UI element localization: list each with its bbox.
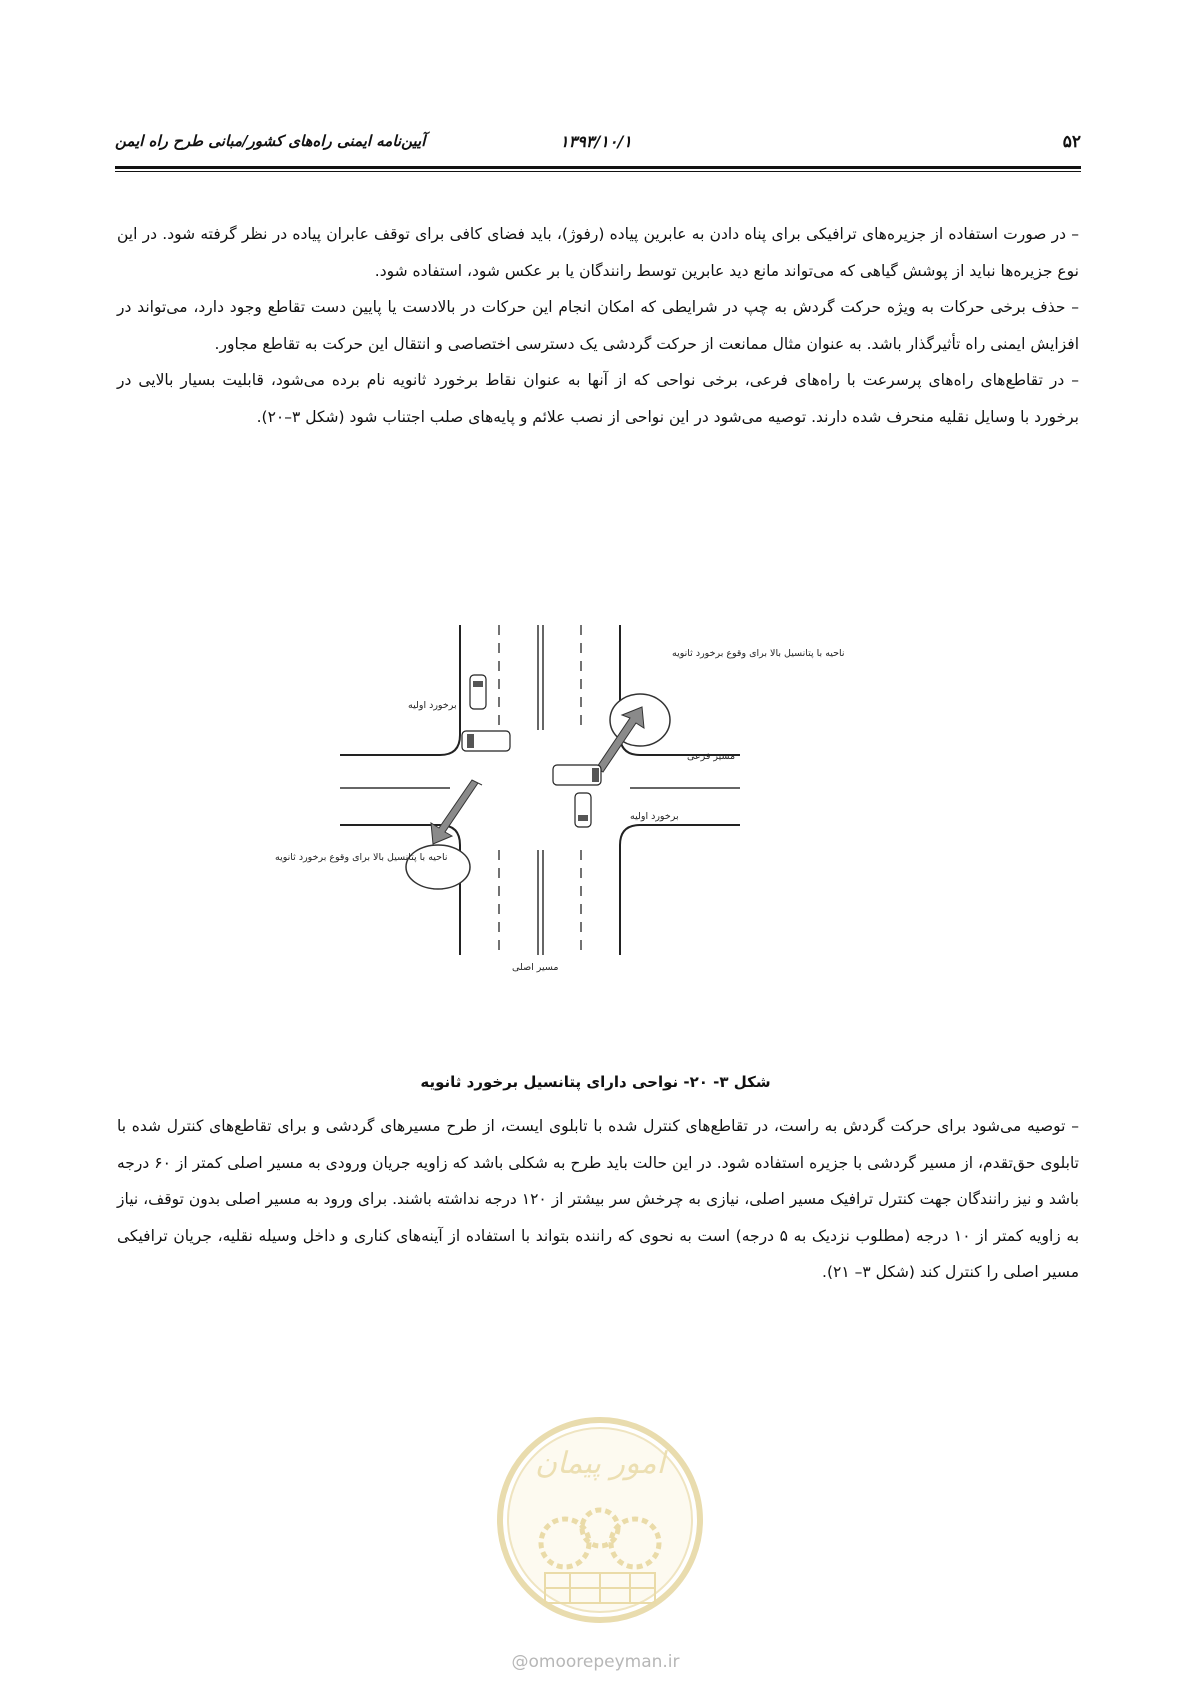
figure-caption: شکل ۳- ۲۰- نواحی دارای پتانسیل برخورد ثانویه — [420, 1073, 771, 1091]
header-title: آیین‌نامه ایمنی راه‌های کشور/مبانی طرح راه ایمن — [115, 132, 426, 150]
intersection-figure — [275, 625, 845, 1065]
seal-text: امور پیمان — [535, 1446, 665, 1481]
intersection-diagram — [300, 625, 820, 1065]
page-header — [115, 128, 1081, 162]
page-number: ۵۲ — [1062, 132, 1081, 152]
seal-graphic — [490, 1408, 710, 1648]
text-block-bottom — [117, 1108, 1079, 1291]
paragraph: – در صورت استفاده از جزیره‌های ترافیکی برای پناه دادن به عابرین پیاده (رفوژ)، باید فضای کافی برای توقف عابران پیاده در نظر گرفته شود. در این نوع جزیره‌ها نباید از پوشش گیاهی که می‌تواند مانع دید عابرین توسط رانندگان یا بر عکس شود، استفاده شود. — [117, 225, 1079, 280]
label-minor-road: مسیر فرعی — [687, 751, 736, 762]
header-date: ۱۳۹۳/۱۰/۱ — [560, 132, 632, 151]
label-primary-collision-right: برخورد اولیه — [630, 811, 679, 822]
watermark-seal — [490, 1408, 710, 1648]
header-rule-thin — [115, 171, 1081, 172]
paragraph: – حذف برخی حرکات به ویژه حرکت گردش به چپ در شرایطی که امکان انجام این حرکات در بالادست یا پایین دست تقاطع وجود دارد، می‌تواند در افزایش ایمنی راه تأثیرگذار باشد. به عنوان مثال ممانعت از حرکت گردشی یک دسترسی اختصاصی و انتقال این حرکت به تقاطع مجاور. — [117, 298, 1079, 353]
paragraph: – در تقاطع‌های راه‌های پرسرعت با راه‌های فرعی، برخی نواحی که از آنها به عنوان نقاط برخورد ثانویه نام برده می‌شود، قابلیت بسیار بالایی در برخورد با وسایل نقلیه منحرف شده دارند. توصیه می‌شود در این نواحی از نصب علائم و پایه‌های صلب اجتناب شود (شکل ۳–۲۰). — [117, 371, 1079, 426]
text-block-top — [117, 216, 1079, 435]
header-rule-thick — [115, 166, 1081, 169]
label-secondary-zone-top: ناحیه با پتانسیل بالا برای وقوع برخورد ثانویه — [672, 648, 845, 659]
paragraph: – توصیه می‌شود برای حرکت گردش به راست، در تقاطع‌های کنترل شده با تابلوی ایست، از طرح مسیرهای گردشی و برای تقاطع‌های کنترل شده با تابلوی حق‌تقدم، از مسیر گردشی با جزیره استفاده شود. در این حالت باید طرح به شکلی باشد که زاویه جریان ورودی به مسیر اصلی کمتر از ۶۰ درجه باشد و نیز رانندگان جهت کنترل ترافیک مسیر اصلی، نیازی به چرخش سر بیشتر از ۱۲۰ درجه نداشته باشند. برای ورود به مسیر اصلی بدون توقف، نیاز به زاویه کمتر از ۱۰ درجه (مطلوب نزدیک به ۵ درجه) است به نحوی که راننده بتواند با استفاده از آینه‌های کناری و داخل وسیله نقلیه، جریان ترافیکی مسیر اصلی را کنترل کند (شکل ۳– ۲۱). — [117, 1117, 1080, 1281]
label-secondary-zone-bottom: ناحیه با پتانسیل بالا برای وقوع برخورد ثانویه — [275, 852, 448, 863]
label-main-road: مسیر اصلی — [512, 962, 559, 973]
label-primary-collision-left: برخورد اولیه — [408, 700, 457, 711]
watermark-url: @omoorepeyman.ir — [511, 1652, 680, 1672]
